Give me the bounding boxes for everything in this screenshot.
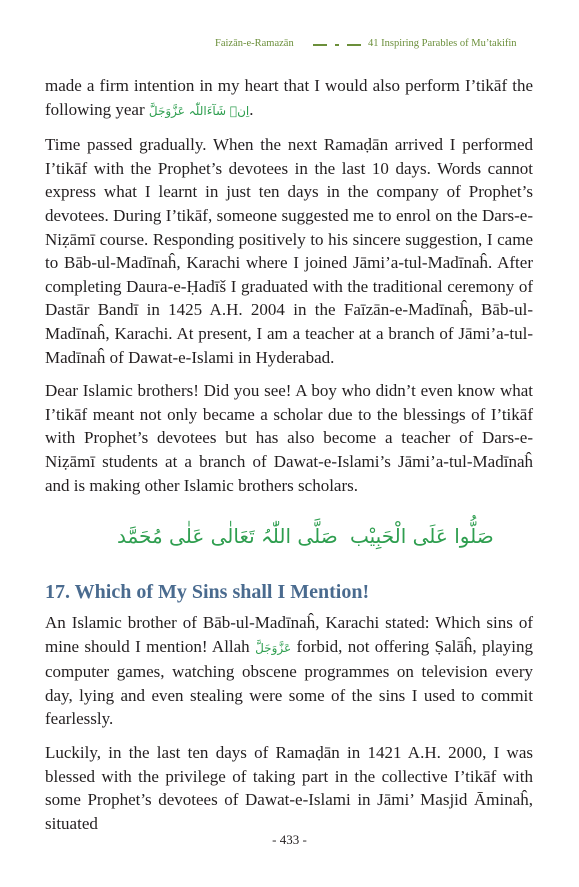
header-separator [313,44,361,46]
paragraph-1-end: . [249,99,254,119]
section-heading: 17. Which of My Sins shall I Mention! [45,581,370,604]
inshallah-arabic: اِنۡ شَآءَاللّٰہ عَزَّوَجَلَّ [148,103,250,118]
book-title: Faizān-e-Ramazān [215,38,294,49]
paragraph-5: Luckily, in the last ten days of Ramaḍān in 1421 A.H. 2000, I was blessed with the privilege of taking part in the collective I’tikāf with some Prophet’s devotees of Dawat-e-Islami in Jāmi’ Masjid Āminaĥ, situated [45,743,533,833]
page-body [45,74,533,845]
page-number: - 433 - [272,832,307,847]
azzawajal-arabic: عَزَّوَجَلَّ [255,640,292,655]
paragraph-4-end: forbid, not offering Ṣalāĥ, playing computer games, watching obscene programmes on television every day, lying and even stealing were some of the sins I used to commit fearlessly. [45,636,533,729]
paragraph-1-text: made a firm intention in my heart that I would also perform I’tikāf the following year [45,76,533,119]
durood-line [45,507,533,565]
durood-salli-allah: صَلَّی اللّٰہُ تَعَالٰی عَلٰی مُحَمَّد [117,524,338,549]
paragraph-2: Time passed gradually. When the next Ramaḍān arrived I performed I’tikāf with the Prophet’s devotees in the last 10 days. Words cannot express what I learnt in just ten days in the company of Prophet’s devotees. During I’tikāf, someone suggested me to enrol on the Dars-e-Niẓāmī course. Responding positively to his sincere suggestion, I came to Bāb-ul-Madīnaĥ, Karachi where I joined Jāmi’a-tul-Madīnaĥ. After completing Daura-e-Ḥadīš I graduated with the traditional ceremony of Dastār Bandī in 1425 A.H. 2004 in the Faīzān-e-Madīnaĥ, Bāb-ul-Madīnaĥ, Karachi. At present, I am a teacher at a branch of Jāmi’a-tul-Madīnaĥ of Dawat-e-Islami in Hyderabad. [45,135,533,367]
durood-sallu-alal-habib: صَلُّوا عَلَی الْحَبِیْب [350,524,494,549]
paragraph-3: Dear Islamic brothers! Did you see! A boy who didn’t even know what I’tikāf meant not only became a scholar due to the blessings of I’tikāf with Prophet’s devotees but has also become a teacher of Dars-e-Niẓāmī students at a branch of Dawat-e-Islami’s Jāmi’a-tul-Madīnaĥ and is making other Islamic brothers scholars. [45,381,533,495]
paragraph-4 [45,611,533,731]
paragraph-4-start: An Islamic brother of Bāb-ul-Madīnaĥ, Karachi stated: Which sins of mine should I mention! Allah [45,613,533,656]
chapter-title: 41 Inspiring Parables of Mu’takifin [368,38,517,49]
paragraph-1 [45,74,533,123]
